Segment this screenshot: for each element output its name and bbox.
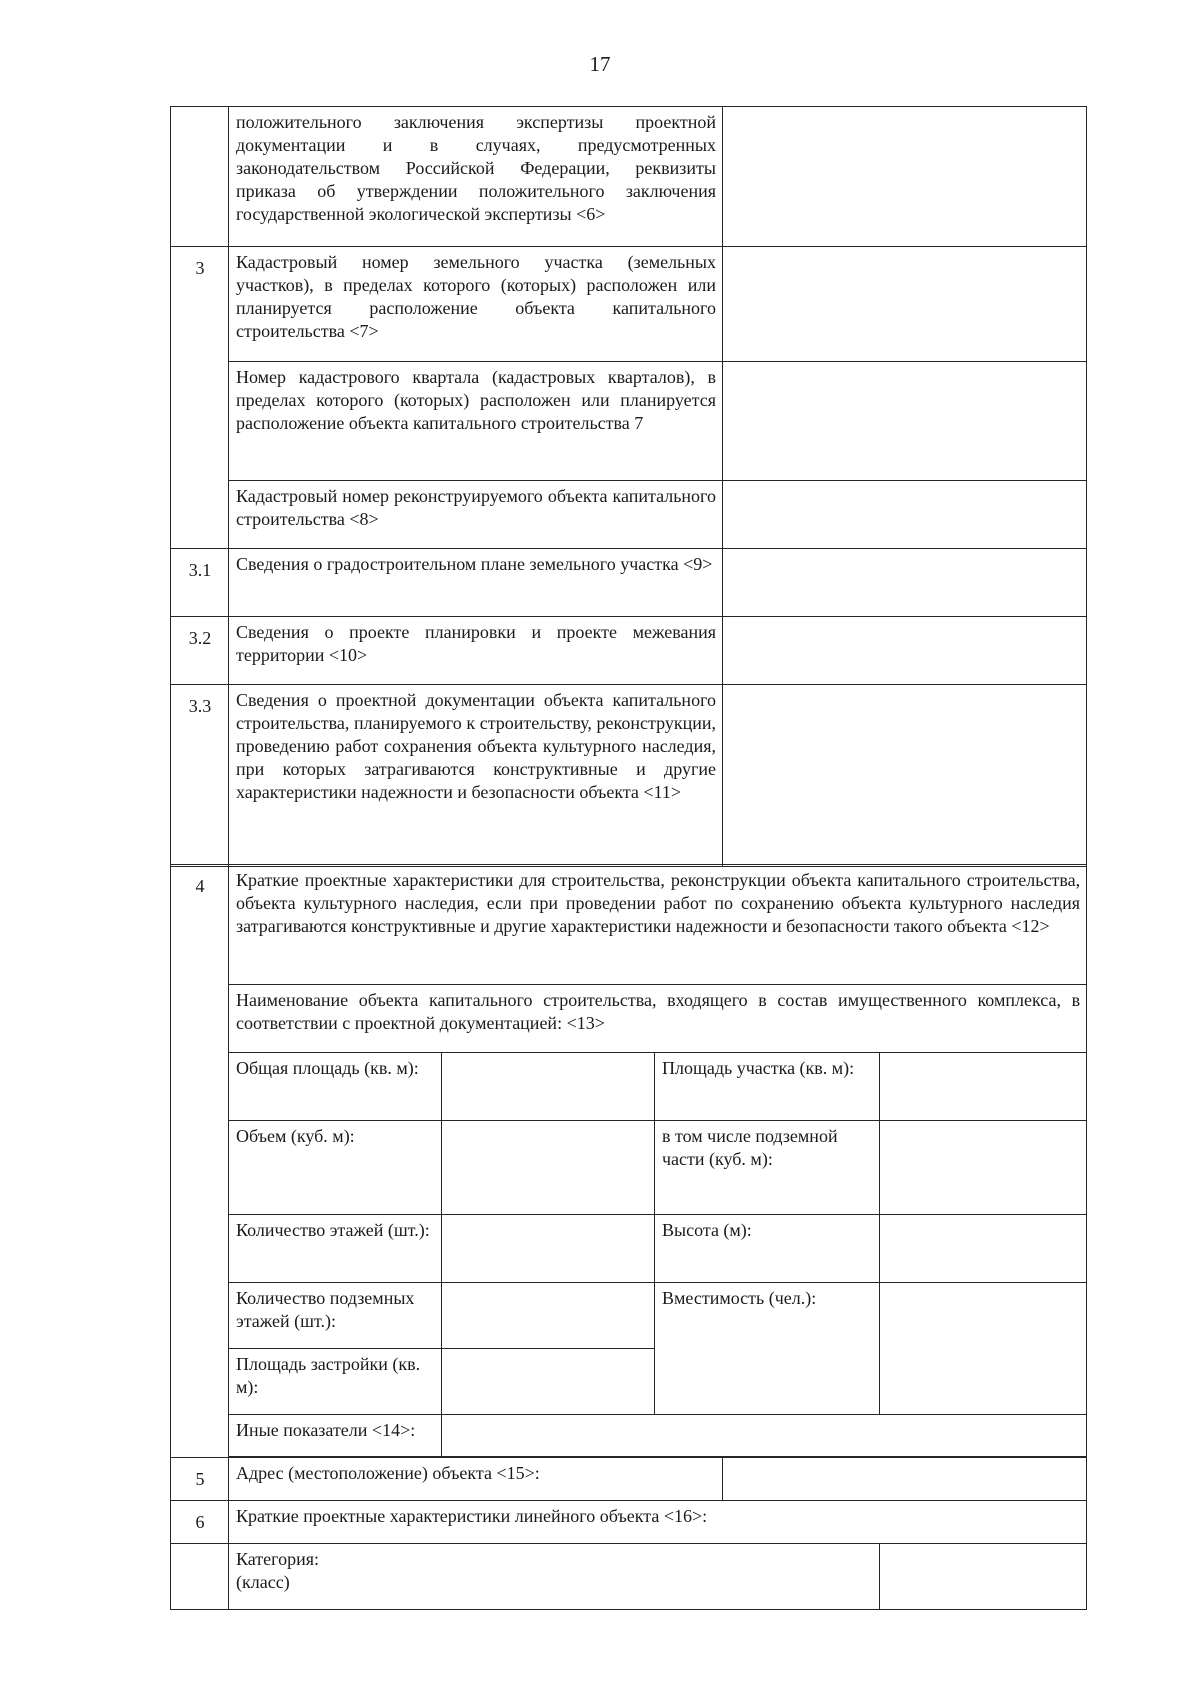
table-row xyxy=(171,865,1087,985)
design-characteristics-table xyxy=(170,864,1087,1610)
section4-title: Краткие проектные характеристики для строительства, реконструкции объекта капитального строительства, объекта культурного наследия, если при проведении работ по сохранению объекта культурного наследия затрагиваются конструктивные и другие характеристики надежности и безопасности такого объекта <12> xyxy=(229,865,1087,985)
plot-area-value[interactable] xyxy=(880,1053,1087,1121)
volume-label: Объем (куб. м): xyxy=(229,1121,442,1215)
row-number: 3.3 xyxy=(171,685,229,867)
row-label: Сведения о градостроительном плане земельного участка <9> xyxy=(229,549,723,617)
floors-value[interactable] xyxy=(442,1215,655,1283)
table-row xyxy=(171,1458,1087,1501)
table-row xyxy=(171,1121,1087,1215)
address-value[interactable] xyxy=(723,1458,1087,1501)
building-area-label: Площадь застройки (кв. м): xyxy=(229,1349,442,1415)
value-cell[interactable] xyxy=(723,617,1087,685)
table-row xyxy=(171,549,1087,617)
plot-area-label: Площадь участка (кв. м): xyxy=(655,1053,880,1121)
table-row xyxy=(171,1283,1087,1349)
row-number: 3.1 xyxy=(171,549,229,617)
table-row xyxy=(171,362,1087,481)
row-number xyxy=(171,107,229,247)
building-area-value[interactable] xyxy=(442,1349,655,1415)
height-label: Высота (м): xyxy=(655,1215,880,1283)
table-row xyxy=(171,1415,1087,1457)
category-label: Категория: (класс) xyxy=(229,1544,880,1610)
row-number: 3.2 xyxy=(171,617,229,685)
volume-value[interactable] xyxy=(442,1121,655,1215)
address-label: Адрес (местоположение) объекта <15>: xyxy=(229,1458,723,1501)
floors-label: Количество этажей (шт.): xyxy=(229,1215,442,1283)
row-label: Сведения о проектной документации объекта капитального строительства, планируемого к строительству, реконструкции, проведению работ сохранения объекта культурного наследия, при которых затрагиваются конструктивные и другие характеристики надежности и безопасности объекта <11> xyxy=(229,685,723,867)
table-row xyxy=(171,1053,1087,1121)
row-label: Кадастровый номер земельного участка (земельных участков), в пределах которого (которых) расположен или планируется расположение объекта капитального строительства <7> xyxy=(229,247,723,362)
table-row xyxy=(171,985,1087,1053)
table-row xyxy=(171,1501,1087,1544)
row-label: Кадастровый номер реконструируемого объекта капитального строительства <8> xyxy=(229,481,723,549)
table-row xyxy=(171,107,1087,247)
capacity-label: Вместимость (чел.): xyxy=(655,1283,880,1415)
page-number: 17 xyxy=(589,52,611,76)
value-cell[interactable] xyxy=(723,247,1087,362)
total-area-label: Общая площадь (кв. м): xyxy=(229,1053,442,1121)
other-indicators-value[interactable] xyxy=(442,1415,1087,1457)
row-label: Номер кадастрового квартала (кадастровых кварталов), в пределах которого (которых) расположен или планируется расположение объекта капитального строительства 7 xyxy=(229,362,723,481)
row-label: положительного заключения экспертизы проектной документации и в случаях, предусмотренных законодательством Российской Федерации, реквизиты приказа об утверждении положительного заключения государственной экологической экспертизы <6> xyxy=(229,107,723,247)
value-cell[interactable] xyxy=(723,107,1087,247)
row-number: 6 xyxy=(171,1501,229,1544)
table-row xyxy=(171,481,1087,549)
table-row xyxy=(171,1215,1087,1283)
value-cell[interactable] xyxy=(723,481,1087,549)
value-cell[interactable] xyxy=(723,549,1087,617)
height-value[interactable] xyxy=(880,1215,1087,1283)
row-number: 4 xyxy=(171,865,229,1458)
value-cell[interactable] xyxy=(723,362,1087,481)
underground-floors-label: Количество подземных этажей (шт.): xyxy=(229,1283,442,1349)
other-indicators-label: Иные показатели <14>: xyxy=(229,1415,442,1457)
underground-volume-value[interactable] xyxy=(880,1121,1087,1215)
requisites-table xyxy=(170,106,1087,867)
row-label: Сведения о проекте планировки и проекте межевания территории <10> xyxy=(229,617,723,685)
value-cell[interactable] xyxy=(723,685,1087,867)
table-row xyxy=(171,1544,1087,1610)
total-area-value[interactable] xyxy=(442,1053,655,1121)
table-row xyxy=(171,685,1087,867)
underground-volume-label: в том числе подземной части (куб. м): xyxy=(655,1121,880,1215)
row-number: 5 xyxy=(171,1458,229,1501)
object-name-label: Наименование объекта капитального строительства, входящего в состав имущественного комплекса, в соответствии с проектной документацией: <13> xyxy=(229,985,1087,1053)
row-number: 3 xyxy=(171,247,229,549)
capacity-value[interactable] xyxy=(880,1283,1087,1415)
table-row xyxy=(171,247,1087,362)
underground-floors-value[interactable] xyxy=(442,1283,655,1349)
category-value[interactable] xyxy=(880,1544,1087,1610)
table-row xyxy=(171,617,1087,685)
linear-object-label: Краткие проектные характеристики линейного объекта <16>: xyxy=(229,1501,1087,1544)
